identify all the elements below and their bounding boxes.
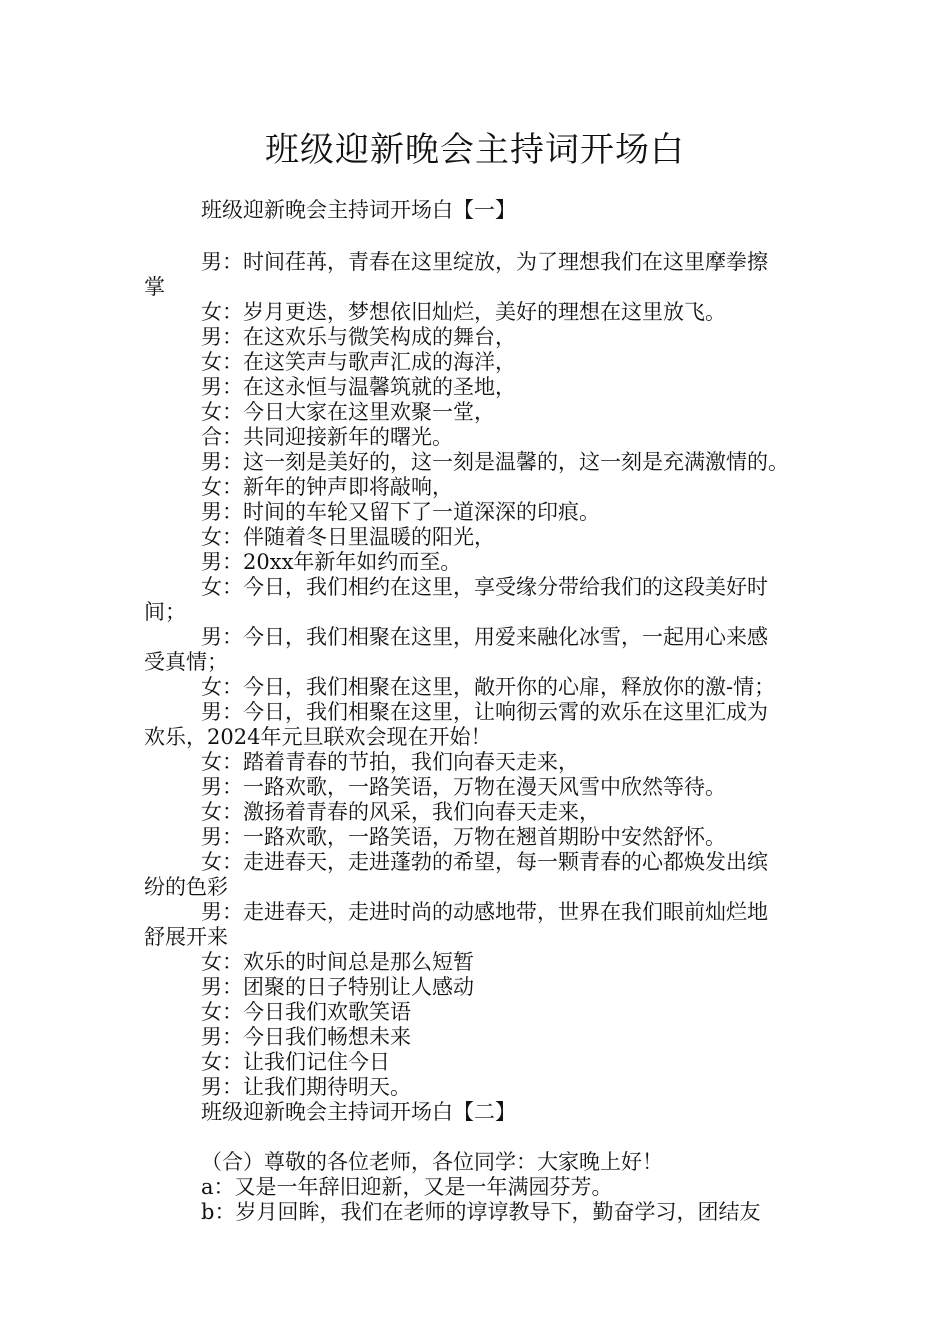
paragraph-line: 女：激扬着青春的风采，我们向春天走来， <box>201 800 600 824</box>
paragraph-line: 男：一路欢歌，一路笑语，万物在漫天风雪中欣然等待。 <box>201 775 726 799</box>
paragraph-line: 女：新年的钟声即将敲响， <box>201 475 453 499</box>
paragraph-line: 合：共同迎接新年的曙光。 <box>201 425 453 449</box>
paragraph-line: 男：今日我们畅想未来 <box>201 1025 411 1049</box>
paragraph-line: 女：欢乐的时间总是那么短暂 <box>201 950 474 974</box>
paragraph-line: 女：今日大家在这里欢聚一堂， <box>201 400 495 424</box>
paragraph-line: 掌 <box>144 275 165 299</box>
paragraph-line: 男：一路欢歌，一路笑语，万物在翘首期盼中安然舒怀。 <box>201 825 726 849</box>
paragraph-line: 受真情； <box>144 650 228 674</box>
paragraph-line: 男：20xx年新年如约而至。 <box>201 550 462 574</box>
paragraph-line: 男：今日，我们相聚在这里，用爱来融化冰雪，一起用心来感 <box>201 625 768 649</box>
paragraph-line: 男：让我们期待明天。 <box>201 1075 411 1099</box>
paragraph-line: 女：伴随着冬日里温暖的阳光， <box>201 525 495 549</box>
section-heading-1: 班级迎新晚会主持词开场白【一】 <box>201 198 516 222</box>
paragraph-line: 女：在这笑声与歌声汇成的海洋， <box>201 350 516 374</box>
document-title: 班级迎新晚会主持词开场白 <box>265 130 685 170</box>
paragraph-line: 女：今日，我们相聚在这里，敞开你的心扉，释放你的激-情； <box>201 675 776 699</box>
paragraph-line: 纷的色彩 <box>144 875 228 899</box>
paragraph-line: 男：走进春天，走进时尚的动感地带，世界在我们眼前灿烂地 <box>201 900 768 924</box>
paragraph-line: 男：在这欢乐与微笑构成的舞台， <box>201 325 516 349</box>
paragraph-line: （合）尊敬的各位老师，各位同学：大家晚上好！ <box>201 1150 663 1174</box>
paragraph-line: 间； <box>144 600 186 624</box>
paragraph-line: 男：团聚的日子特别让人感动 <box>201 975 474 999</box>
paragraph-line: 男：在这永恒与温馨筑就的圣地， <box>201 375 516 399</box>
paragraph-line: 女：岁月更迭，梦想依旧灿烂，美好的理想在这里放飞。 <box>201 300 726 324</box>
paragraph-line: 男：时间荏苒，青春在这里绽放，为了理想我们在这里摩拳擦 <box>201 250 768 274</box>
paragraph-line: 女：让我们记住今日 <box>201 1050 390 1074</box>
section-heading-2: 班级迎新晚会主持词开场白【二】 <box>201 1100 516 1124</box>
paragraph-line: 女：今日，我们相约在这里，享受缘分带给我们的这段美好时 <box>201 575 768 599</box>
paragraph-line: 男：今日，我们相聚在这里，让响彻云霄的欢乐在这里汇成为 <box>201 700 768 724</box>
paragraph-line: 男：时间的车轮又留下了一道深深的印痕。 <box>201 500 600 524</box>
paragraph-line: 男：这一刻是美好的，这一刻是温馨的，这一刻是充满激情的。 <box>201 450 789 474</box>
paragraph-line: 女：今日我们欢歌笑语 <box>201 1000 411 1024</box>
paragraph-line: b：岁月回眸，我们在老师的谆谆教导下，勤奋学习，团结友 <box>201 1200 761 1224</box>
paragraph-line: 女：踏着青春的节拍，我们向春天走来， <box>201 750 579 774</box>
paragraph-line: 舒展开来 <box>144 925 228 949</box>
paragraph-line: a：又是一年辞旧迎新，又是一年满园芬芳。 <box>201 1175 613 1199</box>
paragraph-line: 欢乐，2024年元旦联欢会现在开始！ <box>144 725 492 749</box>
paragraph-line: 女：走进春天，走进蓬勃的希望，每一颗青春的心都焕发出缤 <box>201 850 768 874</box>
